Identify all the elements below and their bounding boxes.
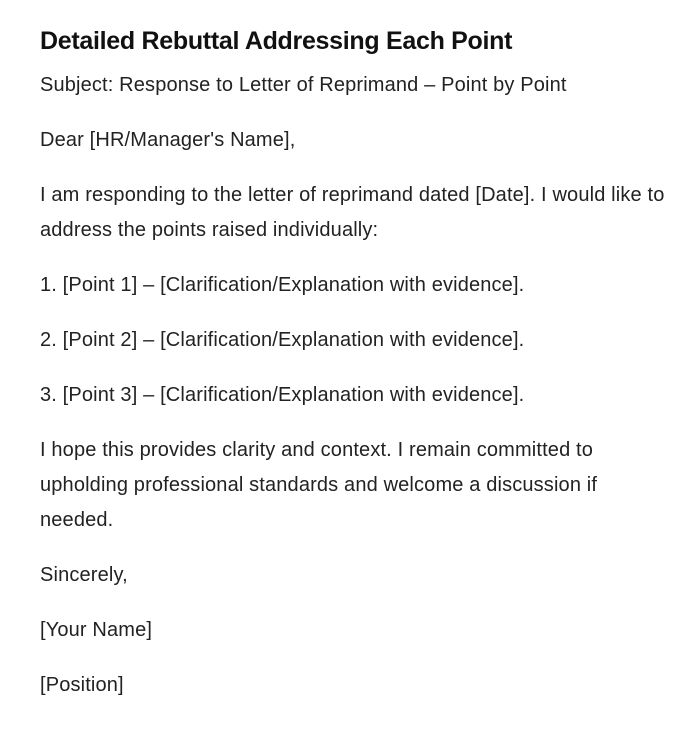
sign-off: Sincerely,: [40, 564, 128, 586]
document-title: Detailed Rebuttal Addressing Each Point: [40, 27, 513, 55]
closing-paragraph: I hope this provides clarity and context. I remain committed to upholding professional standards and welcome a discussion if needed.: [40, 439, 598, 531]
salutation: Dear [HR/Manager's Name],: [40, 129, 296, 151]
letter-document: [40, 24, 665, 703]
point-item-2: 2. [Point 2] – [Clarification/Explanation with evidence].: [40, 329, 525, 351]
intro-paragraph: I am responding to the letter of reprimand dated [Date]. I would like to address the points raised individually:: [40, 184, 665, 241]
signature-position: [Position]: [40, 674, 124, 696]
subject-line: Subject: Response to Letter of Reprimand – Point by Point: [40, 74, 567, 96]
point-item-3: 3. [Point 3] – [Clarification/Explanation with evidence].: [40, 384, 525, 406]
point-item-1: 1. [Point 1] – [Clarification/Explanation with evidence].: [40, 274, 525, 296]
signature-name: [Your Name]: [40, 619, 153, 641]
